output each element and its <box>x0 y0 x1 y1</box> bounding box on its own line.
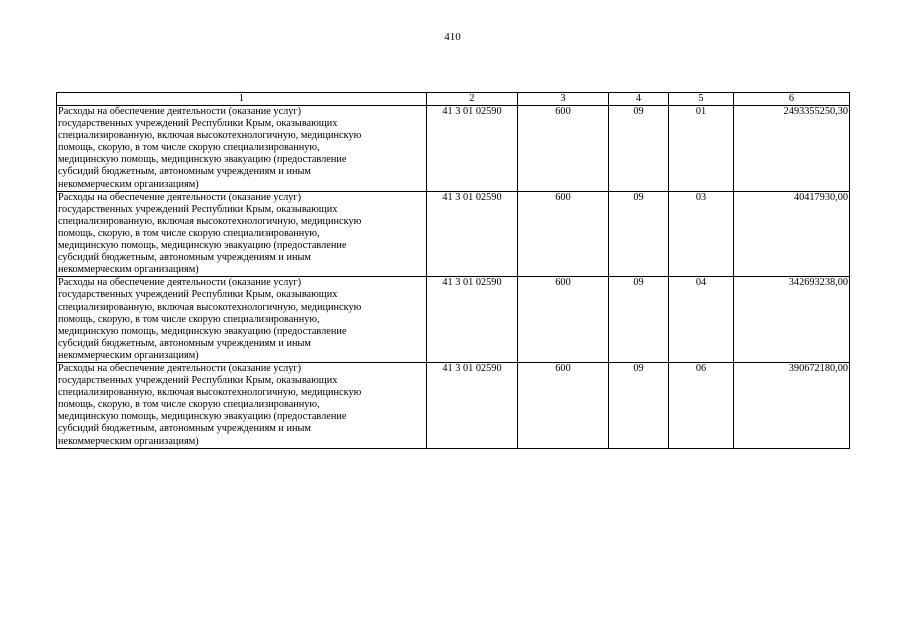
header-col-6: 6 <box>734 93 850 106</box>
table-row <box>57 106 850 192</box>
row-section: 09 <box>609 362 669 448</box>
row-expense-type: 600 <box>518 191 609 277</box>
table-row <box>57 362 850 448</box>
row-subsection: 06 <box>669 362 734 448</box>
row-section: 09 <box>609 277 669 363</box>
header-col-1: 1 <box>57 93 427 106</box>
row-section: 09 <box>609 191 669 277</box>
row-description: Расходы на обеспечение деятельности (оказание услуг) государственных учреждений Республики Крым, оказывающих специализированную, включая высокотехнологичную, медицинскую помощь, скорую, в том числе скорую специализированную, медицинскую помощь, медицинскую эвакуацию (предоставление субсидий бюджетным, автономным учреждениям и иным некоммерческим организациям) <box>57 106 427 192</box>
row-subsection: 04 <box>669 277 734 363</box>
row-expense-type: 600 <box>518 277 609 363</box>
row-subsection: 03 <box>669 191 734 277</box>
row-amount: 40417930,00 <box>734 191 850 277</box>
header-col-5: 5 <box>669 93 734 106</box>
row-target-code: 41 3 01 02590 <box>427 191 518 277</box>
header-col-3: 3 <box>518 93 609 106</box>
row-target-code: 41 3 01 02590 <box>427 277 518 363</box>
row-description: Расходы на обеспечение деятельности (оказание услуг) государственных учреждений Республики Крым, оказывающих специализированную, включая высокотехнологичную, медицинскую помощь, скорую, в том числе скорую специализированную, медицинскую помощь, медицинскую эвакуацию (предоставление субсидий бюджетным, автономным учреждениям и иным некоммерческим организациям) <box>57 362 427 448</box>
row-target-code: 41 3 01 02590 <box>427 362 518 448</box>
table-row <box>57 277 850 363</box>
row-subsection: 01 <box>669 106 734 192</box>
row-expense-type: 600 <box>518 106 609 192</box>
row-target-code: 41 3 01 02590 <box>427 106 518 192</box>
row-amount: 342693238,00 <box>734 277 850 363</box>
row-description: Расходы на обеспечение деятельности (оказание услуг) государственных учреждений Республики Крым, оказывающих специализированную, включая высокотехнологичную, медицинскую помощь, скорую, в том числе скорую специализированную, медицинскую помощь, медицинскую эвакуацию (предоставление субсидий бюджетным, автономным учреждениям и иным некоммерческим организациям) <box>57 191 427 277</box>
row-section: 09 <box>609 106 669 192</box>
budget-table <box>56 92 850 449</box>
row-amount: 2493355250,30 <box>734 106 850 192</box>
row-description: Расходы на обеспечение деятельности (оказание услуг) государственных учреждений Республики Крым, оказывающих специализированную, включая высокотехнологичную, медицинскую помощь, скорую, в том числе скорую специализированную, медицинскую помощь, медицинскую эвакуацию (предоставление субсидий бюджетным, автономным учреждениям и иным некоммерческим организациям) <box>57 277 427 363</box>
header-col-2: 2 <box>427 93 518 106</box>
row-expense-type: 600 <box>518 362 609 448</box>
header-col-4: 4 <box>609 93 669 106</box>
page-number: 410 <box>444 31 461 43</box>
table-header-row <box>57 93 850 106</box>
table-row <box>57 191 850 277</box>
row-amount: 390672180,00 <box>734 362 850 448</box>
